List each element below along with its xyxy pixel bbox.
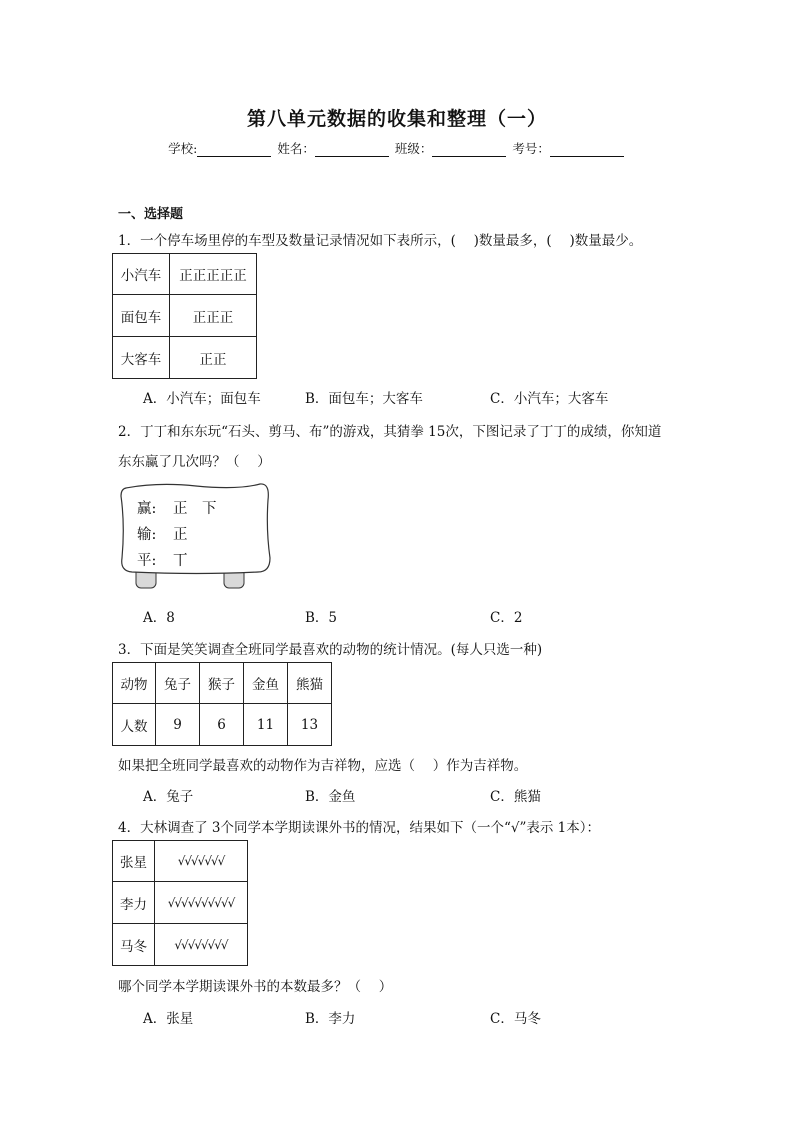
q4-student-name: 马冬 (113, 924, 155, 966)
name-blank[interactable] (315, 142, 389, 157)
q1-text: 1．一个停车场里停的车型及数量记录情况如下表所示，( )数量最多，( )数量最少。 (118, 233, 643, 249)
q3-count-cell: 人数 (113, 704, 156, 746)
board-tie-tally: 丅 (173, 553, 188, 569)
q3-header-cell: 猴子 (200, 663, 244, 704)
q3-option-a[interactable]: A．兔子 (143, 789, 194, 805)
board-lose-label: 输: (137, 527, 157, 543)
q4-followup: 哪个同学本学期读课外书的本数最多？（ ） (118, 979, 393, 995)
q1-row-label: 小汽车 (113, 254, 170, 295)
q3-option-b[interactable]: B．金鱼 (305, 789, 356, 805)
board-tie-label: 平: (137, 553, 157, 569)
table-row (113, 841, 248, 882)
q4-check-marks: √√√√√√√ (155, 841, 248, 882)
table-row (113, 337, 257, 379)
q3-text: 3．下面是笑笑调查全班同学最喜欢的动物的统计情况。(每人只选一种) (118, 642, 543, 658)
q1-row-label: 面包车 (113, 295, 170, 337)
q1-option-c[interactable]: C．小汽车；大客车 (490, 391, 609, 407)
q4-check-marks: √√√√√√√√ (155, 924, 248, 966)
q4-option-b[interactable]: B．李力 (305, 1011, 356, 1027)
board-win-label: 赢: (137, 501, 157, 517)
class-label: 班级： (394, 141, 433, 156)
q1-row-tally: 正正正 (170, 295, 257, 337)
q1-row-label: 大客车 (113, 337, 170, 379)
table-row (113, 663, 332, 704)
q4-table (112, 840, 248, 966)
class-blank[interactable] (432, 142, 506, 157)
school-blank[interactable] (197, 142, 271, 157)
q4-check-marks: √√√√√√√√√√ (155, 882, 248, 924)
q4-option-a[interactable]: A．张星 (143, 1011, 194, 1027)
table-row (113, 704, 332, 746)
q4-student-name: 张星 (113, 841, 155, 882)
q2-option-a[interactable]: A．8 (143, 610, 175, 626)
board-win-tally: 正 下 (173, 501, 217, 517)
q1-option-b[interactable]: B．面包车；大客车 (305, 391, 423, 407)
exam-no-blank[interactable] (550, 142, 624, 157)
q2-option-c[interactable]: C．2 (490, 610, 523, 626)
q3-followup: 如果把全班同学最喜欢的动物作为吉祥物，应选（ ）作为吉祥物。 (118, 758, 528, 774)
q4-text: 4．大林调查了 3个同学本学期读课外书的情况，结果如下（一个“√”表示 1本）： (118, 820, 601, 836)
table-row (113, 924, 248, 966)
q3-count-cell: 13 (288, 704, 332, 746)
q2-text-line2: 东东赢了几次吗？（ ） (118, 454, 271, 470)
q1-option-a[interactable]: A．小汽车；面包车 (143, 391, 261, 407)
section-heading: 一、选择题 (118, 207, 184, 222)
q4-option-c[interactable]: C．马冬 (490, 1011, 541, 1027)
q3-option-c[interactable]: C．熊猫 (490, 789, 541, 805)
q3-header-cell: 熊猫 (288, 663, 332, 704)
table-row (113, 882, 248, 924)
q3-count-cell: 6 (200, 704, 244, 746)
page-title: 第八单元数据的收集和整理（一） (246, 108, 547, 130)
name-label: 姓名： (277, 141, 315, 156)
q2-option-b[interactable]: B．5 (305, 610, 338, 626)
q3-count-cell: 9 (156, 704, 200, 746)
q3-count-cell: 11 (244, 704, 288, 746)
student-info-line (0, 139, 794, 157)
q1-row-tally: 正正正正正 (170, 254, 257, 295)
table-row (113, 254, 257, 295)
q4-student-name: 李力 (113, 882, 155, 924)
q1-row-tally: 正正 (170, 337, 257, 379)
q2-text-line1: 2．丁丁和东东玩“石头、剪马、布”的游戏，其猜拳 15次，下图记录了丁丁的成绩，你知道 (118, 424, 662, 440)
q3-header-cell: 金鱼 (244, 663, 288, 704)
table-row (113, 295, 257, 337)
q3-header-cell: 动物 (113, 663, 156, 704)
q1-table (112, 253, 257, 379)
exam-no-label: 考号： (512, 141, 550, 156)
board-lose-tally: 正 (173, 527, 188, 543)
q3-table (112, 662, 332, 746)
school-label: 学校: (168, 141, 198, 156)
q3-header-cell: 兔子 (156, 663, 200, 704)
